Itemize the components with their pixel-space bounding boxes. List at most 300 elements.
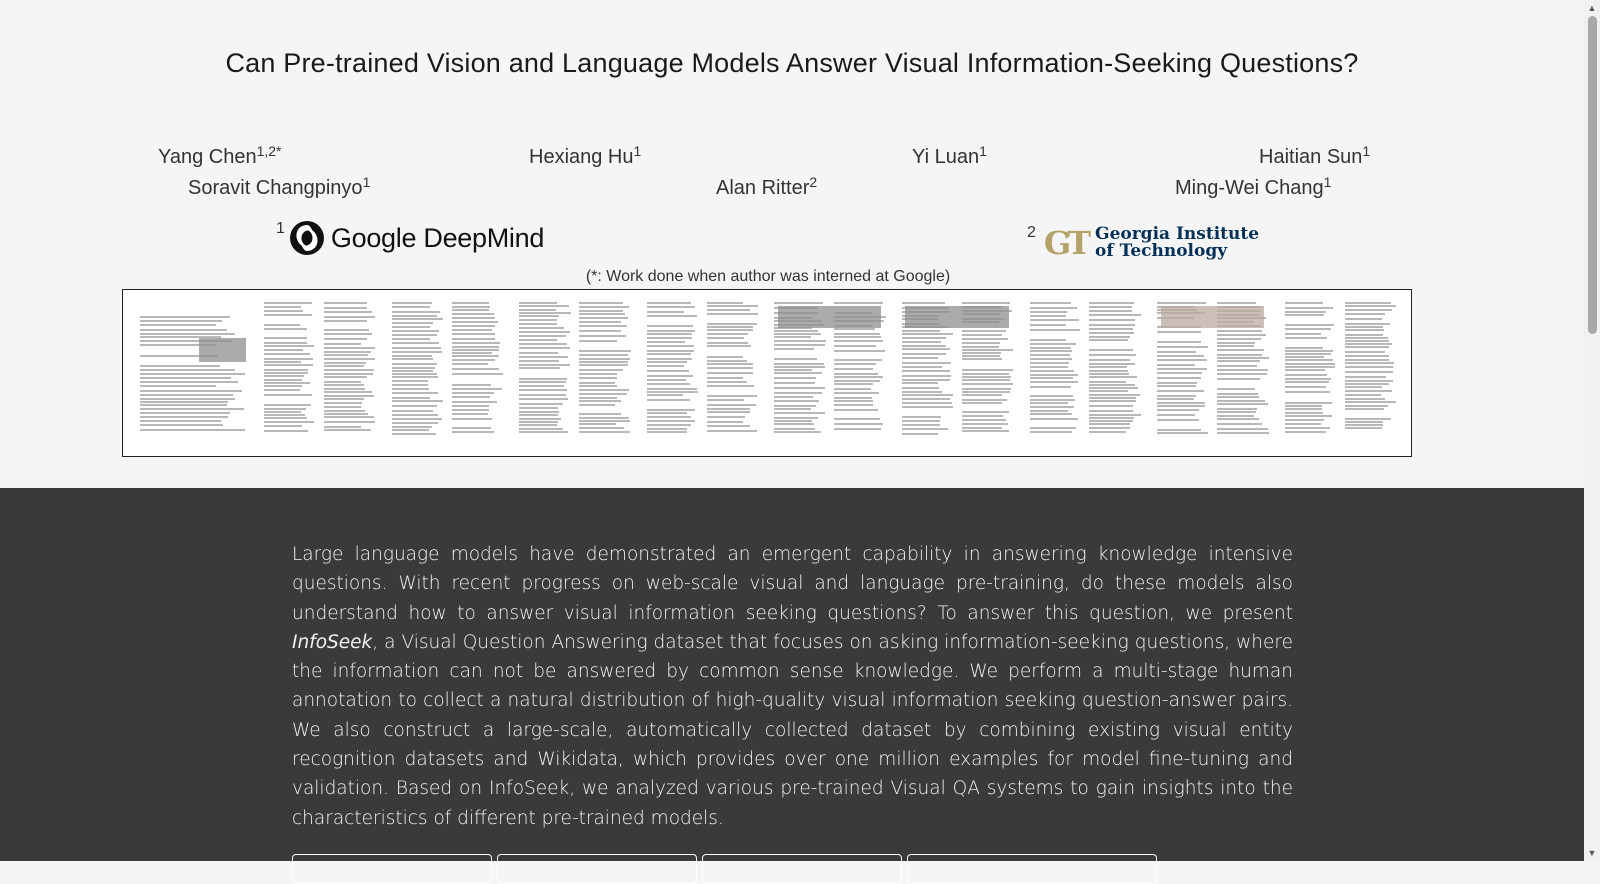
thumbnail-text-line — [140, 398, 235, 400]
thumbnail-text-line — [902, 387, 939, 389]
thumbnail-text-line — [579, 389, 629, 391]
thumbnail-text-line — [1030, 427, 1076, 429]
thumbnail-text-line — [579, 306, 629, 308]
link-button-3[interactable] — [702, 854, 902, 884]
thumbnail-text-line — [962, 402, 1002, 404]
thumbnail-text-line — [647, 306, 695, 308]
thumbnail-text-line — [1285, 333, 1321, 335]
thumbnail-text-line — [1285, 314, 1324, 316]
thumbnail-text-line — [452, 313, 495, 315]
thumbnail-text-line — [519, 356, 568, 358]
thumbnail-text-line — [324, 373, 373, 375]
thumbnail-text-line — [1030, 374, 1079, 376]
thumbnail-text-line — [902, 382, 938, 384]
thumbnail-text-line — [834, 392, 878, 394]
thumbnail-text-line — [324, 381, 362, 383]
thumbnail-text-line — [1089, 359, 1129, 361]
thumbnail-text-line — [392, 373, 437, 375]
thumbnail-text-line — [140, 412, 230, 414]
thumbnail-text-line — [579, 431, 630, 433]
thumbnail-text-line — [1217, 418, 1259, 420]
thumbnail-text-line — [1157, 390, 1204, 392]
affiliation-number: 2 — [1027, 224, 1036, 241]
thumbnail-text-line — [452, 384, 492, 386]
link-button-1[interactable] — [292, 854, 492, 884]
thumbnail-text-line — [264, 337, 307, 339]
thumbnail-text-line — [1157, 372, 1201, 374]
thumbnail-text-line — [707, 372, 753, 374]
paper-page-thumbnail[interactable] — [1155, 298, 1273, 448]
thumbnail-text-line — [647, 375, 693, 377]
paper-page-thumbnail[interactable] — [262, 298, 380, 448]
thumbnail-text-line — [519, 411, 559, 413]
thumbnail-text-line — [834, 302, 883, 304]
thumbnail-text-line — [902, 420, 940, 422]
thumbnail-text-line — [579, 427, 624, 429]
thumbnail-text-line — [902, 394, 954, 396]
thumbnail-text-line — [579, 340, 617, 342]
thumbnail-text-line — [1157, 351, 1196, 353]
thumbnail-text-line — [579, 335, 626, 337]
thumbnail-text-line — [519, 347, 570, 349]
thumbnail-text-line — [774, 428, 815, 430]
thumbnail-text-line — [1089, 314, 1141, 316]
thumbnail-text-line — [392, 422, 439, 424]
thumbnail-text-line — [1157, 432, 1208, 434]
thumbnail-text-line — [1345, 424, 1383, 426]
thumbnail-text-line — [1157, 385, 1196, 387]
thumbnail-text-line — [324, 388, 365, 390]
thumbnail-text-line — [1285, 408, 1322, 410]
thumbnail-text-line — [707, 302, 744, 304]
thumbnail-text-line — [1157, 302, 1205, 304]
thumbnail-text-line — [324, 351, 371, 353]
georgia-tech-logo — [1044, 224, 1259, 262]
thumbnail-text-line — [140, 377, 231, 379]
thumbnail-text-line — [1089, 387, 1138, 389]
thumbnail-text-line — [647, 358, 692, 360]
author-ming-wei-chang: Ming-Wei Chang$^1$ — [1175, 174, 1332, 199]
thumbnail-text-line — [647, 350, 694, 352]
thumbnail-text-line — [519, 309, 556, 311]
thumbnail-text-line — [452, 363, 488, 365]
thumbnail-text-line — [1217, 388, 1255, 390]
thumbnail-text-line — [1157, 377, 1201, 379]
thumbnail-text-line — [647, 361, 688, 363]
thumbnail-text-line — [1285, 337, 1327, 339]
paper-thumbnail-strip[interactable] — [122, 289, 1412, 457]
thumbnail-text-line — [579, 373, 617, 375]
thumbnail-text-line — [647, 383, 691, 385]
thumbnail-text-line — [392, 311, 440, 313]
scrollbar-thumb[interactable] — [1588, 16, 1597, 334]
thumbnail-text-line — [452, 306, 490, 308]
thumbnail-text-line — [1345, 376, 1386, 378]
author-soravit-changpinyo: Soravit Changpinyo$^1$ — [188, 174, 371, 199]
thumbnail-text-line — [1217, 393, 1258, 395]
thumbnail-text-line — [774, 417, 817, 419]
thumbnail-text-line — [140, 429, 245, 431]
thumbnail-text-line — [1285, 374, 1327, 376]
thumbnail-text-line — [264, 421, 314, 423]
thumbnail-text-line — [264, 417, 307, 419]
thumbnail-text-line — [452, 309, 490, 311]
thumbnail-text-line — [140, 381, 239, 383]
thumbnail-text-line — [774, 405, 816, 407]
affiliation-georgia-tech — [1027, 224, 1259, 262]
thumbnail-text-line — [774, 340, 825, 342]
thumbnail-text-line — [392, 392, 439, 394]
thumbnail-text-line — [1345, 366, 1393, 368]
thumbnail-text-line — [579, 358, 629, 360]
thumbnail-text-line — [452, 352, 493, 354]
thumbnail-text-line — [1089, 336, 1130, 338]
thumbnail-text-line — [579, 330, 621, 332]
thumbnail-text-line — [1089, 376, 1136, 378]
thumbnail-text-line — [264, 379, 302, 381]
thumbnail-text-line — [1345, 355, 1389, 357]
thumbnail-text-line — [1217, 342, 1255, 344]
thumbnail-text-line — [707, 337, 745, 339]
thumbnail-text-line — [140, 424, 223, 426]
thumbnail-text-line — [1285, 328, 1331, 330]
thumbnail-text-line — [902, 406, 953, 408]
thumbnail-text-line — [1285, 386, 1327, 388]
thumbnail-text-line — [647, 399, 691, 401]
thumbnail-text-line — [1285, 423, 1322, 425]
thumbnail-text-line — [774, 333, 821, 335]
thumbnail-text-line — [392, 318, 443, 320]
thumbnail-text-line — [324, 320, 367, 322]
thumbnail-text-line — [774, 387, 824, 389]
thumbnail-text-line — [774, 423, 814, 425]
thumbnail-text-line — [1217, 365, 1257, 367]
thumbnail-text-line — [1030, 381, 1079, 383]
thumbnail-text-line — [324, 365, 364, 367]
thumbnail-text-line — [1089, 366, 1127, 368]
thumbnail-text-line — [774, 369, 812, 371]
thumbnail-text-line — [579, 350, 630, 352]
thumbnail-text-line — [1217, 330, 1262, 332]
paper-page-thumbnail[interactable] — [134, 298, 252, 448]
thumbnail-text-line — [324, 329, 369, 331]
thumbnail-text-line — [1157, 402, 1205, 404]
thumbnail-text-line — [1089, 394, 1140, 396]
thumbnail-text-line — [452, 317, 495, 319]
thumbnail-text-line — [962, 355, 1001, 357]
thumbnail-text-line — [834, 359, 882, 361]
thumbnail-text-line — [1345, 401, 1396, 403]
thumbnail-text-line — [519, 319, 557, 321]
thumbnail-text-line — [452, 413, 488, 415]
thumbnail-text-line — [1157, 414, 1195, 416]
thumbnail-text-line — [1030, 350, 1072, 352]
thumbnail-text-line — [902, 302, 945, 304]
thumbnail-text-line — [774, 344, 824, 346]
thumbnail-text-line — [264, 375, 304, 377]
thumbnail-text-line — [1217, 334, 1265, 336]
thumbnail-text-line — [324, 358, 375, 360]
thumbnail-text-line — [1157, 359, 1207, 361]
thumbnail-text-line — [774, 302, 823, 304]
thumbnail-text-line — [1030, 370, 1074, 372]
thumbnail-text-line — [264, 349, 303, 351]
thumbnail-text-line — [452, 373, 503, 375]
thumbnail-text-line — [1089, 354, 1136, 356]
abstract-text: Large language models have demonstrated an emergent capability in answering knowledge intensive questions. With recent progress on web-scale visual and language pre-training, do these models also understand how to answer visual information seeking questions? To answer this question, we present InfoSeek, a Visual Question Answering dataset that focuses on asking information-seeking questions, where the information can not be answered by common sense knowledge. We perform a multi-stage human annotation to collect a natural distribution of high-quality visual information seeking question-answer pairs. We also construct a large-scale, automatically collected dataset by combining existing visual entity recognition datasets and Wikidata, which provides over one million examples for model fine-tuning and validation. Based on InfoSeek, we analyzed various pre-trained Visual QA systems to gain insights into the characteristics of different pre-trained models. — [292, 544, 1293, 829]
thumbnail-text-line — [324, 347, 376, 349]
thumbnail-text-line — [707, 385, 755, 387]
thumbnail-text-line — [1217, 373, 1267, 375]
thumbnail-text-line — [1030, 347, 1071, 349]
thumbnail-text-line — [392, 388, 430, 390]
thumbnail-text-line — [1345, 302, 1392, 304]
thumbnail-text-line — [452, 392, 495, 394]
thumbnail-text-line — [1217, 349, 1264, 351]
thumbnail-text-line — [1345, 383, 1390, 385]
thumbnail-text-line — [324, 376, 367, 378]
thumbnail-text-line — [1285, 359, 1334, 361]
thumbnail-text-line — [1217, 338, 1261, 340]
affiliation-google-deepmind — [276, 220, 544, 256]
thumbnail-text-line — [1157, 368, 1207, 370]
georgia-tech-name: Georgia Institute of Technology — [1095, 224, 1260, 261]
thumbnail-text-line — [1345, 309, 1392, 311]
thumbnail-text-line — [392, 426, 432, 428]
thumbnail-text-line — [452, 359, 496, 361]
thumbnail-text-line — [579, 400, 621, 402]
paper-page-thumbnail[interactable] — [389, 298, 507, 448]
thumbnail-text-line — [324, 338, 367, 340]
thumbnail-text-line — [579, 313, 625, 315]
link-button-4[interactable] — [907, 854, 1157, 884]
thumbnail-text-line — [452, 349, 500, 351]
link-button-2[interactable] — [497, 854, 697, 884]
thumbnail-text-line — [902, 337, 946, 339]
thumbnail-text-line — [1285, 402, 1332, 404]
author-hexiang-hu: Hexiang Hu$^1$ — [529, 143, 642, 168]
thumbnail-text-line — [392, 363, 438, 365]
thumbnail-text-line — [1030, 410, 1068, 412]
thumbnail-text-line — [1089, 328, 1132, 330]
thumbnail-text-line — [707, 408, 750, 410]
thumbnail-text-line — [324, 362, 366, 364]
thumbnail-text-line — [962, 383, 1013, 385]
thumbnail-text-line — [1345, 390, 1393, 392]
paper-page-thumbnail[interactable] — [900, 298, 1018, 448]
thumbnail-text-line — [1345, 318, 1383, 320]
thumbnail-text-line — [707, 421, 744, 423]
thumbnail-text-line — [264, 324, 300, 326]
thumbnail-text-line — [707, 345, 751, 347]
thumbnail-text-line — [264, 353, 310, 355]
thumbnail-text-line — [707, 333, 749, 335]
thumbnail-text-line — [647, 345, 694, 347]
thumbnail-text-line — [579, 382, 615, 384]
thumbnail-text-line — [264, 389, 300, 391]
thumbnail-text-line — [392, 384, 428, 386]
thumbnail-text-line — [1089, 414, 1141, 416]
thumbnail-text-line — [962, 338, 1008, 340]
thumbnail-text-line — [774, 336, 811, 338]
thumbnail-text-line — [324, 398, 364, 400]
scroll-up-icon[interactable]: ▲ — [1587, 3, 1597, 13]
thumbnail-text-line — [324, 395, 374, 397]
thumbnail-text-line — [579, 413, 621, 415]
thumbnail-text-line — [707, 342, 749, 344]
thumbnail-text-line — [647, 370, 689, 372]
thumbnail-text-line — [1030, 406, 1074, 408]
thumbnail-text-line — [519, 394, 566, 396]
thumbnail-text-line — [1345, 386, 1382, 388]
thumbnail-text-line — [774, 400, 819, 402]
thumbnail-text-line — [834, 376, 883, 378]
thumbnail-text-line — [519, 407, 558, 409]
thumbnail-text-line — [647, 337, 692, 339]
thumbnail-text-line — [452, 405, 490, 407]
thumbnail-text-line — [1345, 418, 1391, 420]
thumbnail-text-line — [452, 388, 502, 390]
thumbnail-text-line — [264, 302, 312, 304]
paper-page-thumbnail[interactable] — [772, 298, 890, 448]
thumbnail-text-line — [834, 336, 880, 338]
thumbnail-text-line — [1089, 339, 1127, 341]
thumbnail-text-line — [579, 385, 617, 387]
thumbnail-text-line — [707, 404, 756, 406]
thumbnail-text-line — [1157, 409, 1199, 411]
thumbnail-text-line — [140, 390, 242, 392]
thumbnail-text-line — [452, 333, 495, 335]
thumbnail-text-line — [1285, 347, 1324, 349]
paper-page-thumbnail[interactable] — [1282, 298, 1400, 448]
thumbnail-text-line — [1217, 432, 1269, 434]
thumbnail-text-line — [392, 347, 442, 349]
thumbnail-text-line — [519, 339, 557, 341]
thumbnail-text-line — [519, 389, 567, 391]
thumbnail-text-line — [1217, 403, 1268, 405]
thumbnail-text-line — [902, 370, 950, 372]
thumbnail-figure — [778, 306, 881, 328]
thumbnail-text-line — [452, 325, 495, 327]
thumbnail-text-line — [647, 424, 692, 426]
author-yi-luan: Yi Luan$^1$ — [912, 143, 987, 168]
thumbnail-text-line — [1345, 359, 1390, 361]
thumbnail-text-line — [774, 330, 818, 332]
thumbnail-text-line — [647, 412, 688, 414]
thumbnail-text-line — [834, 350, 884, 352]
thumbnail-text-line — [1030, 413, 1073, 415]
thumbnail-text-line — [519, 327, 564, 329]
thumbnail-text-line — [1157, 419, 1199, 421]
thumbnail-text-line — [392, 351, 442, 353]
thumbnail-text-line — [452, 355, 499, 357]
thumbnail-figure — [905, 306, 1008, 328]
thumbnail-text-line — [1345, 408, 1384, 410]
thumbnail-text-line — [519, 315, 559, 317]
thumbnail-text-line — [1030, 358, 1073, 360]
paper-page-thumbnail[interactable] — [1027, 298, 1145, 448]
thumbnail-text-line — [962, 373, 1009, 375]
thumbnail-text-line — [647, 388, 698, 390]
page-scrollbar[interactable] — [1584, 0, 1600, 861]
deepmind-icon — [289, 220, 325, 256]
thumbnail-text-line — [264, 369, 308, 371]
thumbnail-text-line — [962, 394, 1002, 396]
thumbnail-text-line — [774, 366, 825, 368]
thumbnail-text-line — [452, 342, 500, 344]
thumbnail-text-line — [962, 369, 1014, 371]
thumbnail-text-line — [774, 431, 821, 433]
thumbnail-text-line — [834, 328, 874, 330]
thumbnail-text-line — [392, 342, 440, 344]
thumbnail-text-line — [774, 372, 822, 374]
thumbnail-text-line — [902, 379, 950, 381]
thumbnail-text-line — [774, 348, 814, 350]
thumbnail-text-line — [834, 428, 880, 430]
affiliation-number: 1 — [276, 220, 285, 237]
paper-page-thumbnail[interactable] — [517, 298, 635, 448]
thumbnail-text-line — [1157, 341, 1201, 343]
thumbnail-text-line — [902, 345, 946, 347]
thumbnail-text-line — [1285, 366, 1336, 368]
thumbnail-text-line — [452, 338, 496, 340]
thumbnail-text-line — [1217, 345, 1254, 347]
thumbnail-text-line — [1285, 412, 1323, 414]
paper-page-thumbnail[interactable] — [644, 298, 762, 448]
thumbnail-text-line — [1217, 415, 1254, 417]
thumbnail-text-line — [1089, 423, 1129, 425]
thumbnail-text-line — [519, 323, 557, 325]
thumbnail-text-line — [902, 333, 953, 335]
thumbnail-text-line — [392, 315, 437, 317]
thumbnail-text-line — [1217, 411, 1256, 413]
thumbnail-text-line — [707, 430, 758, 432]
thumbnail-text-line — [392, 330, 440, 332]
thumbnail-text-line — [774, 382, 814, 384]
thumbnail-text-line — [1217, 423, 1261, 425]
thumbnail-text-line — [647, 315, 698, 317]
thumbnail-text-line — [1030, 377, 1073, 379]
thumbnail-text-line — [519, 418, 560, 420]
thumbnail-text-line — [392, 326, 430, 328]
thumbnail-text-line — [774, 408, 810, 410]
thumbnail-text-line — [1285, 431, 1327, 433]
thumbnail-text-line — [579, 310, 623, 312]
thumbnail-text-line — [1089, 417, 1134, 419]
thumbnail-text-line — [579, 404, 615, 406]
thumbnail-text-line — [707, 377, 744, 379]
thumbnail-text-line — [834, 363, 876, 365]
thumbnail-text-line — [1345, 371, 1394, 373]
thumbnail-text-line — [962, 411, 1009, 413]
scroll-down-icon[interactable]: ▼ — [1587, 848, 1597, 858]
thumbnail-text-line — [140, 333, 235, 335]
thumbnail-text-line — [902, 375, 951, 377]
thumbnail-text-line — [834, 418, 879, 420]
thumbnail-text-line — [1285, 353, 1331, 355]
thumbnail-text-line — [324, 343, 361, 345]
thumbnail-text-line — [902, 391, 942, 393]
thumbnail-text-line — [707, 309, 751, 311]
thumbnail-text-line — [1089, 306, 1131, 308]
thumbnail-text-line — [1089, 363, 1135, 365]
google-deepmind-logo — [289, 220, 544, 256]
thumbnail-text-line — [519, 424, 557, 426]
thumbnail-text-line — [392, 322, 433, 324]
thumbnail-text-line — [519, 343, 567, 345]
thumbnail-text-line — [1285, 381, 1329, 383]
thumbnail-text-line — [264, 372, 308, 374]
